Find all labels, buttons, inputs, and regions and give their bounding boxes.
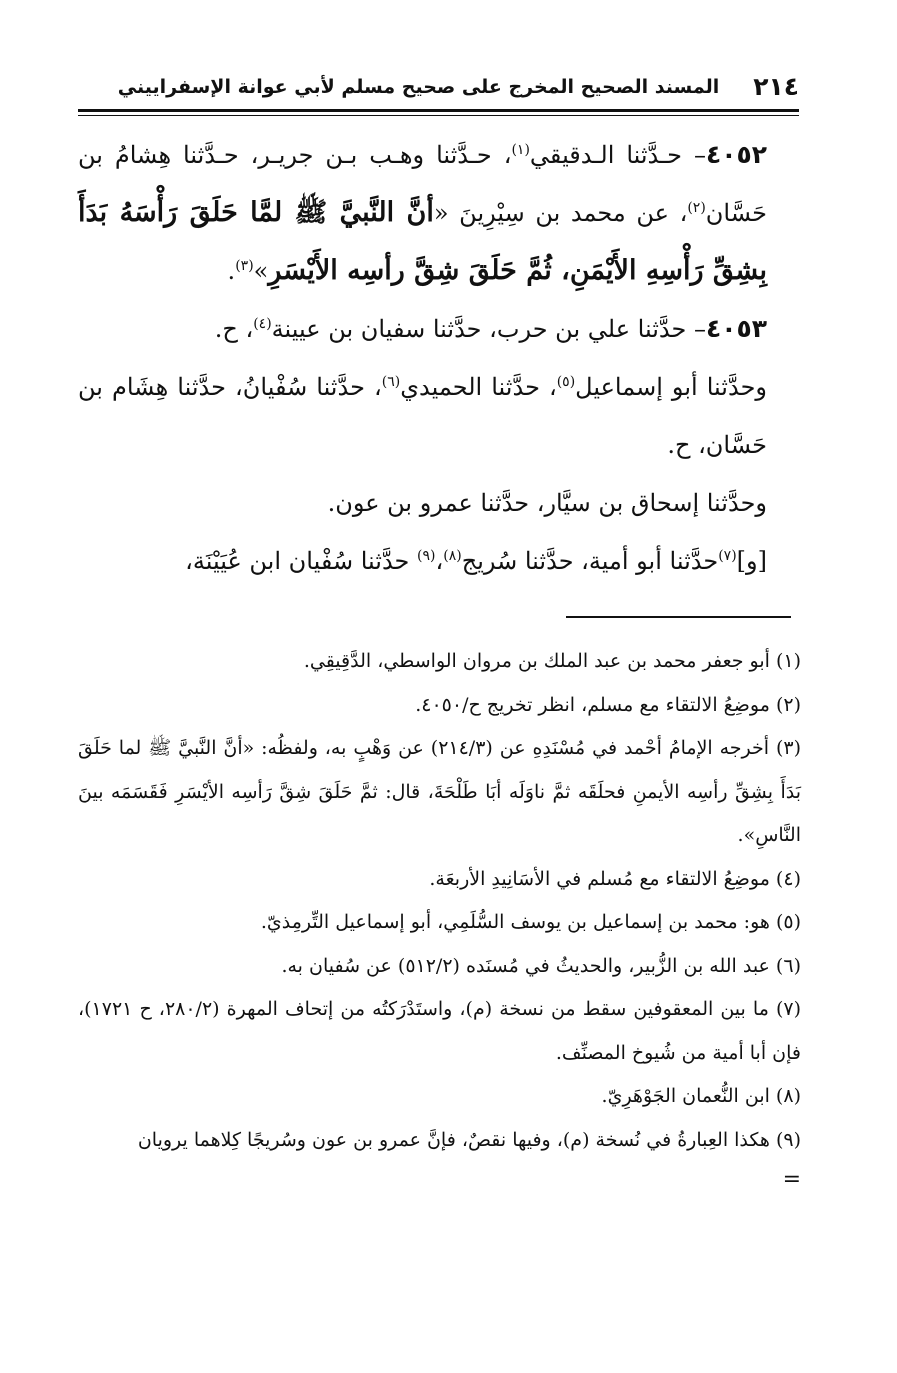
narration-text: حدَّثنا أبو أمية، حدَّثنا سُريج <box>461 547 719 575</box>
continuation-mark: = <box>782 1167 801 1192</box>
footnote: (٧) ما بين المعقوفين سقط من نسخة (م)، واستَدْرَكتُه من إتحاف المهرة (٢٨٠/٢، ح ١٧٢١)، فإن أبا أمية من شُيوخ المصنِّف. <box>78 998 801 1064</box>
footnote: (٣) أخرجه الإمامُ أحْمد في مُسْنَدِهِ عن (٢١٤/٣) عن وَهْبٍ به، ولفظُه: «أنَّ النَّبيَّ ﷺ لما حَلَقَ بَدَأَ بِشِقِّ رأسِه الأيمنِ فحلَقَه ثمَّ ناوَلَه أبَا طَلْحَةَ، قال: ثمَّ حَلَقَ شِقَّ رَأسِه الأيْسَرِ فَقَسَمَه بينَ النَّاسِ». <box>78 737 801 846</box>
footnote: (٥) هو: محمد بن إسماعيل بن يوسف السُّلَمِي، أبو إسماعيل التِّرمِذيّ. <box>260 911 801 933</box>
hadith-4053 <box>78 300 801 358</box>
footnote-ref[interactable]: (٨) <box>443 548 462 564</box>
footnotes <box>78 640 801 1198</box>
footnote-separator <box>566 616 791 618</box>
page-number: ٢١٤ <box>753 72 799 101</box>
page-header <box>78 68 799 104</box>
footnote: (٨) ابن النُّعمان الجَوْهَرِيّ. <box>601 1085 801 1107</box>
footnote-ref[interactable]: (٦) <box>381 374 401 390</box>
footnote-ref[interactable]: (٤) <box>253 316 272 332</box>
footnote: (٤) موضِعُ الالتقاء مع مُسلم في الأسَانِيدِ الأربعَة. <box>429 867 801 890</box>
main-text <box>78 126 801 590</box>
footnote: (٦) عبد الله بن الزُّبير، والحديثُ في مُسنَده (٥١٢/٢) عن سُفيان به. <box>281 954 801 977</box>
running-title: المسند الصحيح المخرج على صحيح مسلم لأبي عوانة الإسفراييني <box>117 76 720 98</box>
chain-line: وحدَّثنا إسحاق بن سيَّار، حدَّثنا عمرو بن عون. <box>327 489 767 517</box>
header-rule-thin <box>78 115 799 116</box>
narration-text: حدَّثنا سُفْيان ابن عُيَيْنَة، <box>185 547 418 575</box>
narration-text: ، عن محمد بن سِيْرِينَ « <box>433 199 688 227</box>
narration-text: ، حدَّثنا الحميدي <box>400 373 557 401</box>
hadith-number: ٤٠٥٣ <box>705 314 767 343</box>
narration-text: [و] <box>736 547 767 575</box>
footnote-ref[interactable]: (٧) <box>718 548 737 564</box>
footnote-ref[interactable]: (٢) <box>687 200 706 216</box>
footnote-ref[interactable]: (٣) <box>235 258 254 274</box>
hadith-number: ٤٠٥٢ <box>705 140 767 169</box>
footnote: (٩) هكذا العِبارةُ في نُسخة (م)، وفيها نقصٌ، فإنَّ عمرو بن عون وسُريجًا كِلاهما يرويان <box>137 1128 801 1151</box>
hadith-matn: أنَّ النَّبيَّ ﷺ لمَّا حَلَقَ رَأْسَهُ بَدَأَ بِشِقِّ رَأْسِهِ الأَيْمَنِ، ثُمَّ حَلَقَ شِقَّ رأسِه الأَيْسَرِ <box>78 197 767 286</box>
footnote-ref[interactable]: (٥) <box>556 374 576 390</box>
narration-text: ، ح. <box>214 315 254 343</box>
narration-text: ، حـدَّثنا وهـب بـن جريـر، حـدَّثنا هِشامُ بن حَسَّان <box>78 141 767 227</box>
hadith-4052 <box>78 126 801 300</box>
narration-text: ، <box>435 547 444 575</box>
chain-line <box>78 532 801 590</box>
narration-text: ، حدَّثنا سُفْيانُ، حدَّثنا هِشَام بن حَسَّان، ح. <box>78 373 767 459</box>
footnote-ref[interactable]: (١) <box>511 142 530 158</box>
narration-text: – حدَّثنا علي بن حرب، حدَّثنا سفيان بن عيينة <box>271 315 706 343</box>
narration-text: وحدَّثنا أبو إسماعيل <box>575 373 767 401</box>
footnote: (١) أبو جعفر محمد بن عبد الملك بن مروان الواسطي، الدَّقِيقِي. <box>303 650 801 672</box>
narration-text: » <box>253 257 269 285</box>
narration-text: – حـدَّثنا الـدقيقي <box>529 141 706 169</box>
narration-text: . <box>227 257 236 285</box>
header-rule-thick <box>78 109 799 112</box>
footnote: (٢) موضِعُ الالتقاء مع مسلم، انظر تخريج ح/٤٠٥٠. <box>415 693 801 716</box>
chain-line <box>78 358 801 474</box>
footnote-ref[interactable]: (٩) <box>417 548 436 564</box>
